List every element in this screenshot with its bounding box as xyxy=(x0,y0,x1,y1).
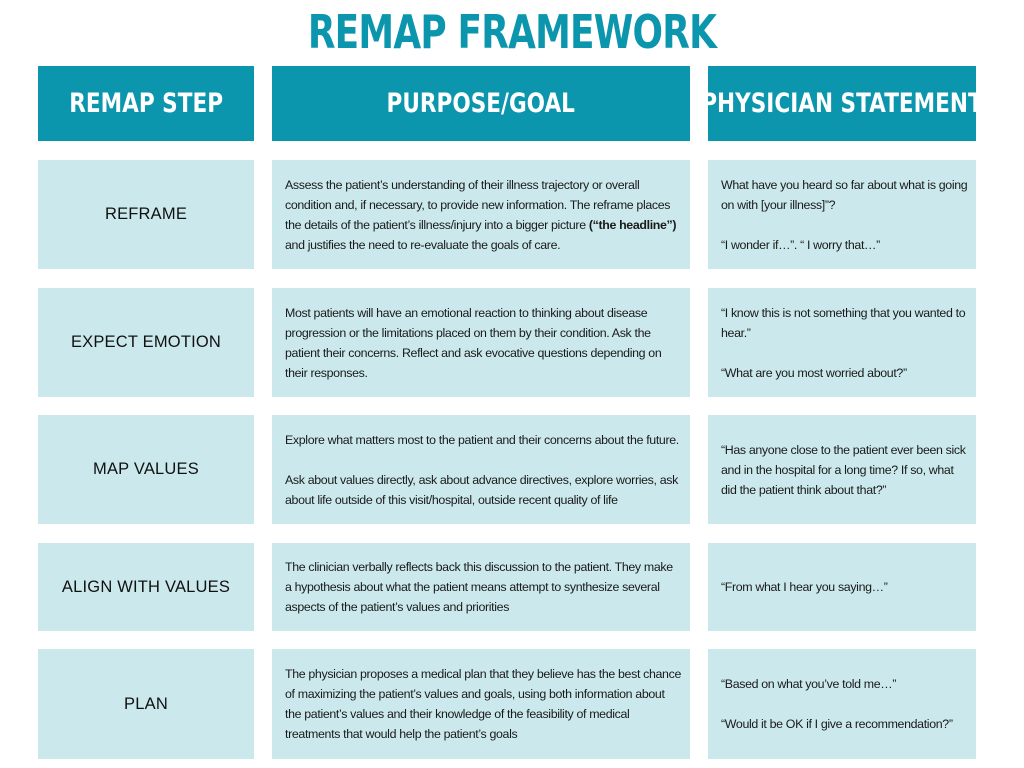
statement-line: “Has anyone close to the patient ever been sick and in the hospital for a long time? If so, what did the patient think about that?” xyxy=(721,442,966,497)
statement-line: “Based on what you’ve told me…” xyxy=(721,677,897,691)
statement-text xyxy=(721,440,968,500)
column-header-statement xyxy=(701,66,983,141)
statement-cell-expect-emotion xyxy=(708,288,976,397)
purpose-cell-align-with-values xyxy=(272,543,690,631)
column-header-step-label: REMAP STEP xyxy=(69,88,223,119)
purpose-text xyxy=(285,430,682,510)
headline-emphasis: (“the headline”) xyxy=(588,217,677,232)
statement-line: “Would it be OK if I give a recommendation?” xyxy=(721,717,953,731)
purpose-text: The physician proposes a medical plan that they believe has the best chance of maximizing the patient’s values and goals, using both information about the patient’s values and their knowledge of the feasibility of medical treatments that would help the patient’s goals xyxy=(285,667,681,741)
column-header-purpose xyxy=(272,66,690,141)
purpose-cell-reframe xyxy=(272,160,690,269)
column-header-purpose-label: PURPOSE/GOAL xyxy=(386,88,576,119)
statement-text xyxy=(721,577,887,597)
step-label: MAP VALUES xyxy=(93,460,199,478)
purpose-cell-expect-emotion xyxy=(272,288,690,397)
column-header-statement-label: PHYSICIAN STATEMENT xyxy=(701,88,983,119)
statement-line: What have you heard so far about what is going on with [your illness]”? xyxy=(721,177,968,212)
page-title: REMAP FRAMEWORK xyxy=(307,5,717,59)
statement-cell-plan xyxy=(708,649,976,759)
step-label: EXPECT EMOTION xyxy=(70,333,222,351)
step-cell-plan xyxy=(38,649,254,759)
column-header-step xyxy=(38,66,254,141)
statement-line: “I wonder if…”. “ I worry that…” xyxy=(721,237,880,252)
step-cell-align-with-values xyxy=(38,543,254,631)
step-cell-map-values xyxy=(38,415,254,524)
purpose-text: Assess the patient’s understanding of their illness trajectory or overall condition and, if necessary, to provide new information. The reframe places the details of the patient’s illness/injury into a bigger picture (“the headline”) and justifies the need to re-evaluate the goals of care. xyxy=(285,177,677,252)
statement-text xyxy=(721,175,968,255)
statement-line: “What are you most worried about?” xyxy=(721,365,907,380)
statement-line: “From what I hear you saying…” xyxy=(721,580,888,594)
purpose-cell-map-values xyxy=(272,415,690,524)
purpose-cell-plan xyxy=(272,649,690,759)
statement-cell-align-with-values xyxy=(708,543,976,631)
statement-cell-reframe xyxy=(708,160,976,269)
step-label: REFRAME xyxy=(104,205,188,223)
step-label: PLAN xyxy=(124,694,168,713)
statement-text xyxy=(721,674,953,734)
purpose-line: Ask about values directly, ask about advance directives, explore worries, ask about life outside of this visit/hospital, outside recent quality of life xyxy=(285,472,678,507)
statement-cell-map-values xyxy=(708,415,976,524)
purpose-text: The clinician verbally reflects back this discussion to the patient. They make a hypothesis about what the patient means attempt to synthesize several aspects of the patient’s values and priorities xyxy=(285,560,673,614)
purpose-text: Most patients will have an emotional reaction to thinking about disease progression or the limitations placed on them by their condition. Ask the patient their concerns. Reflect and ask evocative questions depending on their responses. xyxy=(285,305,662,380)
statement-text xyxy=(721,303,968,383)
statement-line: “I know this is not something that you wanted to hear.” xyxy=(721,305,966,340)
step-cell-reframe xyxy=(38,160,254,269)
step-cell-expect-emotion xyxy=(38,288,254,397)
purpose-line: Explore what matters most to the patient and their concerns about the future. xyxy=(285,432,679,447)
step-label: ALIGN WITH VALUES xyxy=(61,577,231,596)
